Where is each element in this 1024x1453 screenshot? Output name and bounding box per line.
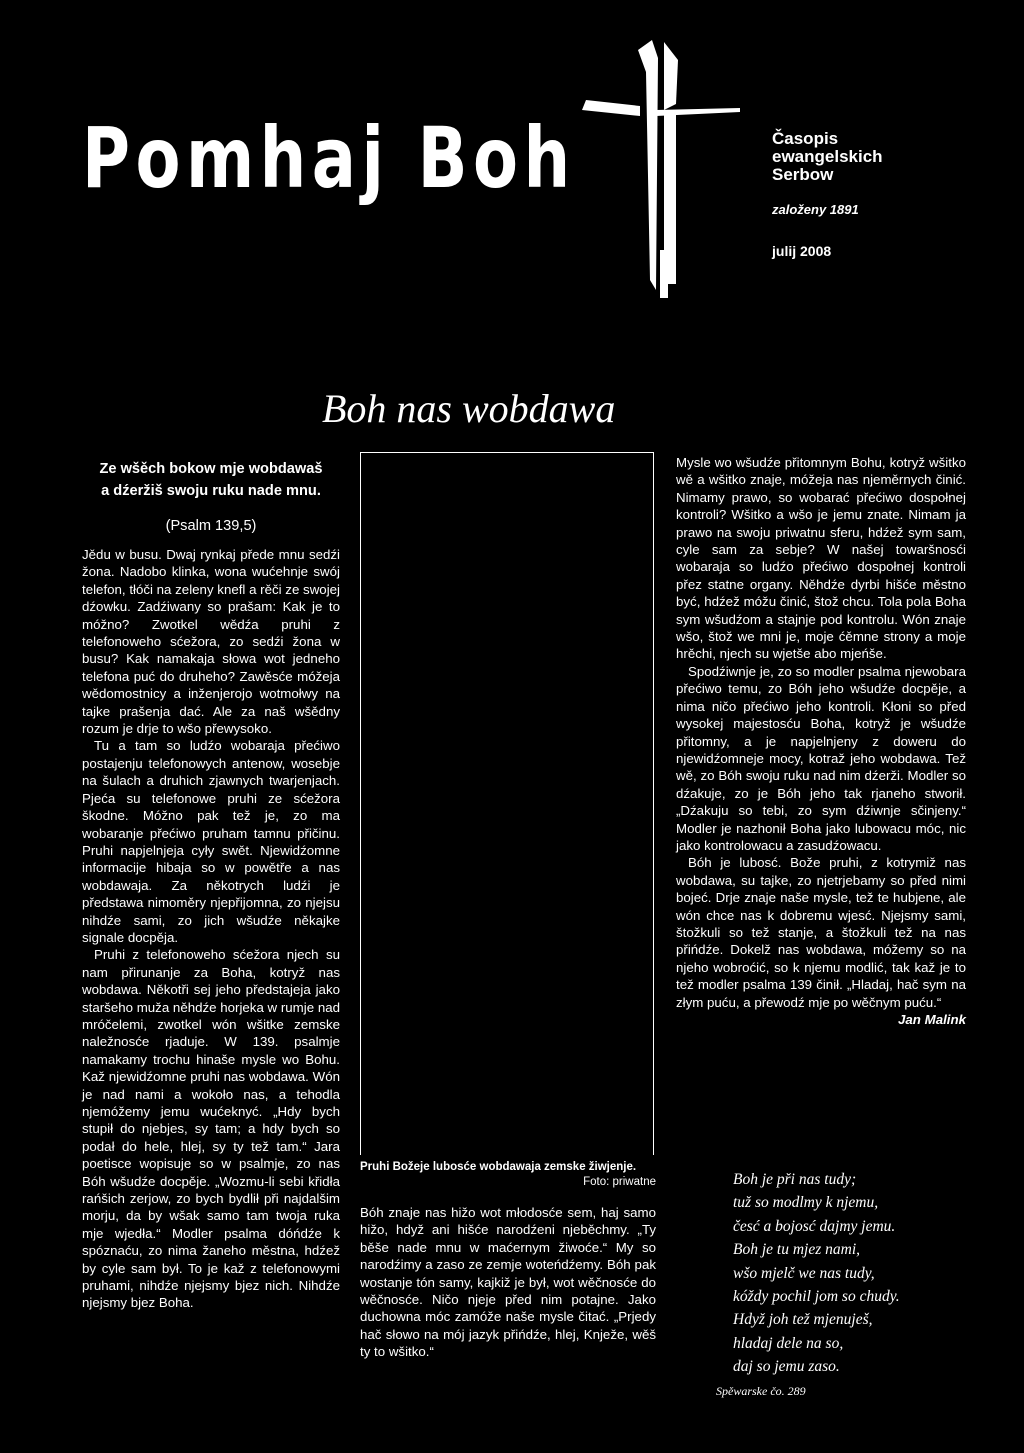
article-column-2 — [360, 1204, 656, 1361]
hymn-line: česć a bojosć dajmy jemu. — [733, 1217, 896, 1235]
publication-line: Časopis — [772, 129, 839, 148]
hymn-source: Spěwarske čo. 289 — [716, 1384, 806, 1398]
article-column-3 — [676, 454, 966, 1028]
hymn-line: kóždy pochil jom so chudy. — [733, 1288, 900, 1306]
cross-icon — [560, 40, 760, 300]
article-column-1 — [82, 546, 340, 1312]
issue-date: julij 2008 — [772, 243, 832, 259]
motto-verse — [82, 458, 340, 537]
caption-text: Pruhi Božeje lubosće wobdawaja zemske žiwjenje. — [360, 1161, 637, 1173]
masthead-title: Pomhaj Boh — [82, 109, 576, 207]
article-headline: Boh nas wobdawa — [322, 386, 616, 431]
publication-line: Serbow — [772, 165, 834, 184]
hymn-line: hladaj dele na so, — [733, 1334, 844, 1352]
motto-line: a dźeržiš swoju ruku nade mnu. — [101, 483, 321, 499]
photo-frame — [360, 452, 654, 1155]
founded-line: založeny 1891 — [772, 202, 859, 217]
photo-caption — [360, 1160, 656, 1190]
hymn-verse — [733, 1168, 993, 1379]
paragraph: Jědu w busu. Dwaj rynkaj přede mnu sedźi žona. Nadobo klinka, wona wućehnje swój telefon, tłóči na zeleny knefl a rěči ze swojej dźowku. Zadźiwany so prašam: Kak je to móžno? Zwotkel wědźa pruhi z telefonoweho sćežora, zo sedźi žona w busu? Kak namakaja słowa wot jedneho telefona puć do druheho? Zawěsće móžeja wědomostnicy a inženjerojo wotmołwy na tajke prašenja dać. Ale za naš wšědny rozum je drje to wšo přewysoko. — [82, 547, 340, 737]
hymn-line: Hdyž joh tež mjenuješ, — [733, 1311, 873, 1329]
motto-line: Ze wšěch bokow mje wobdawaš — [99, 461, 323, 477]
paragraph: Pruhi z telefonoweho sćežora njech su nam přirunanje za Boha, kotryž nas wobdawa. Někotři sej jeho předstajeja jako staršeho muža něhdźe horjeka w rumje nad mróčelemi, zwotkel wón wšitke zemske naležnosće rjaduje. W 139. psalmje namakamy trochu hinaše mysle wo Bohu. Kaž njewidźomne pruhi nas wobdawa. Wón je nad nami a wokoło nas, a tehodla njemóžemy jemu wućeknyć. „Hdy bych stupił do njebjes, sy tam; a hdy bych so podał do hele, hlej, sy ty tež tam.“ Jara poetisce wopisuje so w psalmje, zo nas Bóh wšudźe docpěje. „Wozmu-li sebi křidła rańšich zerjow, zo bych bydlił při najdalšim morju, da by wšak samo tam twoja ruka mje wjedła.“ Modler psalma dóńdźe k spóznaću, zo nima žaneho městna, hdźež by cyle sam był. To je kaž z telefonowymi pruhami, nihdźe njejsmy bjez nich. Nihdźe njejsmy bjez Boha. — [82, 947, 340, 1311]
motto-reference: (Psalm 139,5) — [165, 518, 257, 534]
hymn-line: Boh je tu mjez nami, — [733, 1241, 860, 1259]
paragraph: Bóh znaje nas hižo wot młodosće sem, haj samo hižo, hdyž ani hišće narodźeni njeběchmy. „Ty běše nade mnu w maćernym žiwoće.“ My so narodźimy a zaso ze zemje woteńdźemy. Bóh pak wostanje tón samy, kajkiž je był, wot wěčnosće do wěčnosće. Ničo njeje před nim potajne. Jako duchowna móc zamóže naše mysle čitać. „Prjedy hač słowo na mój jazyk přińdźe, hlej, Knježe, wěš ty to wšitko.“ — [360, 1205, 656, 1360]
author-signature: Jan Malink — [898, 1012, 966, 1027]
publication-info — [772, 130, 992, 259]
paragraph: Tu a tam so ludźo wobaraja přećiwo postajenju telefonowych antenow, wosebje na šulach a druhich zjawnych twarjenjach. Pjeća su telefonowe pruhi ze sćežora škodne. Móžno pak tež je, zo ma wobaranje přećiwo pruham tamnu přičinu. Pruhi napjelnjeja cyły swět. Njewidźomne informacije hibaja so w powětře a nas wobdawaja. Za někotrych ludźi je předstawa nimoměry njepřijomna, zo njejsu nihdźe sami, zo jich wšudźe někajke signale docpěja. — [82, 738, 340, 945]
hymn-line: tuž so modlmy k njemu, — [733, 1194, 879, 1212]
publication-line: ewangelskich — [772, 147, 883, 166]
paragraph: Spodźiwnje je, zo so modler psalma njewobara přećiwo temu, zo Bóh jeho wšudźe docpěje, a nima ničo přećiwo jeho kontroli. Kłoni so před wysokej majestosću Boha, kotryž je wšudźe přitomny, a je napjelnjeny z doweru do njewidźomneje mocy, kotraž jeho wobdawa. Tež wě, zo Bóh swoju ruku nad nim dźerži. Modler so dźakuje, zo je Bóh jeho tak rjaneho stworił. „Dźakuju so tebi, zo sym dźiwnje sčinjeny.“ Modler je nazhonił Boha jako lubowacu móc, nic jako kontrolowacu a zasudźowacu. — [676, 663, 966, 853]
paragraph: Mysle wo wšudźe přitomnym Bohu, kotryž wšitko wě a wšitko znaje, móžeja nas njeměrnych činić. Nimamy prawo, so wobarać přećiwo dospołnej kontroli? Wšitko a wšo je jemu znate. Nimam ja prawo na swoju priwatnu sferu, hdźež sym sam, cyle sam za sebje? W našej towaršnosći wobaraja so ludźo přećiwo dospołnej kontroli přez statne organy. Něhdźe dyrbi hišće městno być, hdźež móžu činić, štož chcu. Tola pola Boha sym wšudźom a stajnje pod kontrolu. Wón znaje wšo, štož we mni je, moje ćěmne strony a moje hrěchi, njech su wjetše abo mjeńše. — [676, 455, 966, 662]
hymn-line: Boh je při nas tudy; — [733, 1171, 857, 1188]
hymn-line: daj so jemu zaso. — [733, 1358, 840, 1376]
paragraph: Bóh je lubosć. Bože pruhi, z kotrymiž nas wobdawa, su tajke, zo njetrjebamy so před nimi bojeć. Drje znaje naše mysle, tež te hubjene, ale wón chce nas k dobremu wjesć. Njejsmy sami, štožkuli so tež stanje, a štožkuli tež na nas přińdźe. Dokelž nas wobdawa, móžemy so na njeho wobroćić, so k njemu modlić, tak kaž je to tež modler psalma 139 činił. „Hladaj, hač sym na złym puću, a přewodź mje po wěčnym puću.“ — [676, 855, 966, 1010]
photo-credit: Foto: priwatne — [583, 1176, 656, 1188]
hymn-line: wšo mjelč we nas tudy, — [733, 1264, 875, 1282]
